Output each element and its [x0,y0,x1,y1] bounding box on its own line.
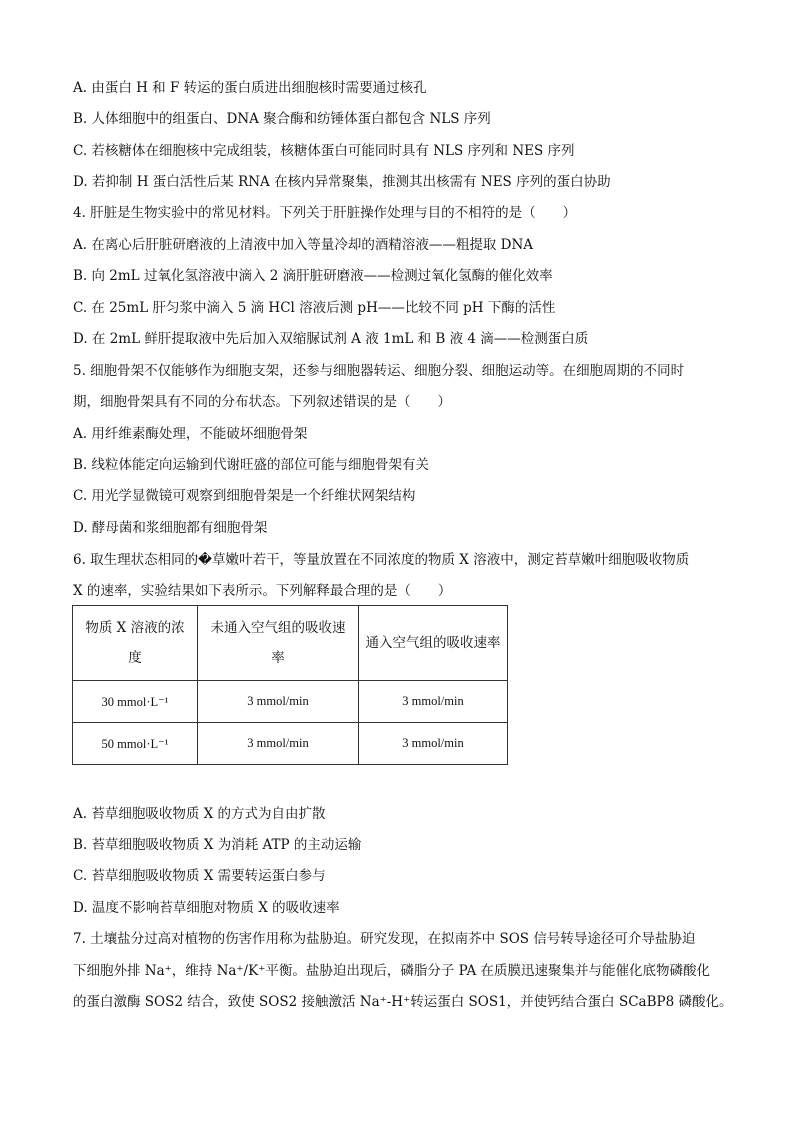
question-4-option-b: B. 向 2mL 过氧化氢溶液中滴入 2 滴肝脏研磨液——检测过氧化氢酶的催化效率 [73,268,553,284]
question-7-stem-line-1: 7. 土壤盐分过高对植物的伤害作用称为盐胁迫。研究发现，在拟南芥中 SOS 信号转导途径可介导盐胁迫 [73,931,696,947]
table-header-cell: 通入空气组的吸收速率 [359,606,508,681]
table-cell: 3 mmol/min [198,723,359,765]
table-cell: 3 mmol/min [359,681,508,723]
question-5-option-d: D. 酵母菌和浆细胞都有细胞骨架 [73,520,268,536]
results-table [72,605,508,765]
question-6-option-a: A. 苔草细胞吸收物质 X 的方式为自由扩散 [73,806,326,822]
question-4-option-c: C. 在 25mL 肝匀浆中滴入 5 滴 HCl 溶液后测 pH——比较不同 pH 下酶的活性 [73,300,556,316]
question-4-option-a: A. 在离心后肝脏研磨液的上清液中加入等量冷却的酒精溶液——粗提取 DNA [73,237,534,253]
question-6-option-d: D. 温度不影响苔草细胞对物质 X 的吸收速率 [73,900,340,916]
question-4-stem: 4. 肝脏是生物实验中的常见材料。下列关于肝脏操作处理与目的不相符的是（ ） [73,205,577,221]
question-4-option-d: D. 在 2mL 鲜肝提取液中先后加入双缩脲试剂 A 液 1mL 和 B 液 4 滴——检测蛋白质 [73,331,589,347]
question-5-option-b: B. 线粒体能定向运输到代谢旺盛的部位可能与细胞骨架有关 [73,457,430,473]
question-5-option-c: C. 用光学显微镜可观察到细胞骨架是一个纤维状网架结构 [73,488,416,504]
table-cell: 50 mmol·L⁻¹ [73,723,198,765]
table-header-cell: 未通入空气组的吸收速率 [198,606,359,681]
question-7-stem-line-3: 的蛋白激酶 SOS2 结合，致使 SOS2 接触激活 Na⁺-H⁺转运蛋白 SOS1，并使钙结合蛋白 SCaBP8 磷酸化。 [73,994,733,1010]
question-6-stem-line-1: 6. 取生理状态相同的�草嫩叶若干，等量放置在不同浓度的物质 X 溶液中，测定苔草嫩叶细胞吸收物质 [73,552,690,568]
question-6-option-b: B. 苔草细胞吸收物质 X 为消耗 ATP 的主动运输 [73,837,362,853]
table-cell: 3 mmol/min [359,723,508,765]
question-3-option-d: D. 若抑制 H 蛋白活性后某 RNA 在核内异常聚集，推测其出核需有 NES 序列的蛋白协助 [73,174,611,190]
question-3-option-b: B. 人体细胞中的组蛋白、DNA 聚合酶和纺锤体蛋白都包含 NLS 序列 [73,111,491,127]
question-5-stem-line-2: 期，细胞骨架具有不同的分布状态。下列叙述错误的是（ ） [73,394,451,410]
table-header-cell: 物质 X 溶液的浓度 [73,606,198,681]
question-5-stem-line-1: 5. 细胞骨架不仅能够作为细胞支架，还参与细胞器转运、细胞分裂、细胞运动等。在细胞周期的不同时 [73,363,685,379]
table-header-row [73,606,508,681]
table-row [73,723,508,765]
question-3-option-c: C. 若核糖体在细胞核中完成组装，核糖体蛋白可能同时具有 NLS 序列和 NES 序列 [73,143,575,159]
table-row [73,681,508,723]
question-5-option-a: A. 用纤维素酶处理，不能破坏细胞骨架 [73,426,308,442]
table-cell: 3 mmol/min [198,681,359,723]
question-6-option-c: C. 苔草细胞吸收物质 X 需要转运蛋白参与 [73,868,326,884]
question-3-option-a: A. 由蛋白 H 和 F 转运的蛋白质进出细胞核时需要通过核孔 [73,80,427,96]
question-6-stem-line-2: X 的速率，实验结果如下表所示。下列解释最合理的是（ ） [73,583,452,599]
question-7-stem-line-2: 下细胞外排 Na⁺，维持 Na⁺/K⁺平衡。盐胁迫出现后，磷脂分子 PA 在质膜迅速聚集并与能催化底物磷酸化 [73,963,710,979]
table-cell: 30 mmol·L⁻¹ [73,681,198,723]
